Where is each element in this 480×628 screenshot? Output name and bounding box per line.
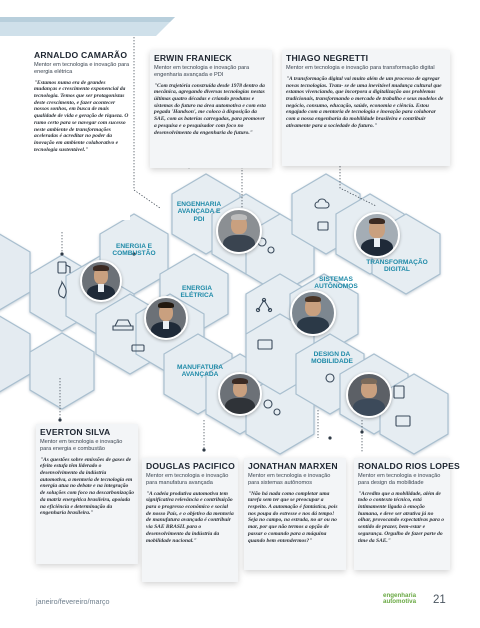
photo-arnaldo-camarao <box>144 296 188 340</box>
photo-douglas-pacifico <box>218 372 262 416</box>
mentor-quote: "Com trajetória construída desde 1978 dentro da mecânica, agregando diversas tecnologias nestas últimas quatro décadas e criando produtos e sistemas do futuro na área automotiva e com esta pegada 'Handson', me coloco à disposição da SAE, com as baterias carregadas, para promover a pesquisa e o pesquisador com foco no desenvolvimento da engenharia do futuro." <box>154 82 266 136</box>
mentor-role: Mentor em tecnologia e inovação para transformação digital <box>286 65 435 71</box>
mentor-quote: "Não há nada como completar uma tarefa sem ter que se preocupar a respeito. A automação é fantástica, pois nos poupa do estresse e nos dá tempo! Seja no campo, na estrada, no ar ou no mar, por que não termos a opção de passar o comando para a máquina quando bem entendermos?" <box>248 490 338 544</box>
mentor-role: Mentor em tecnologia e inovação para energia elétrica <box>34 62 130 75</box>
mentor-card-thiago <box>282 50 450 166</box>
brand-logo: engenharia automotiva <box>383 592 417 606</box>
photo-everton-silva <box>80 260 122 302</box>
mentor-card-erwin <box>150 50 272 168</box>
mentor-card-everton <box>36 424 138 564</box>
category-engenharia-avancada: ENGENHARIA AVANÇADA E PDI <box>176 201 222 223</box>
mentor-card-arnaldo <box>34 50 130 220</box>
mentor-card-jonathan <box>244 458 346 570</box>
mentor-role: Mentor em tecnologia e inovação para engenharia avançada e PDI <box>154 65 250 78</box>
page-number: 21 <box>433 594 446 606</box>
mentor-role: Mentor em tecnologia e inovação para design da mobilidade <box>358 473 441 486</box>
category-sistemas-autonomos: SISTEMAS AUTÔNOMOS <box>314 276 358 291</box>
mentor-name: ARNALDO CAMARÃO <box>34 50 128 60</box>
mentor-card-douglas <box>142 458 238 582</box>
mentor-name: THIAGO NEGRETTI <box>286 53 369 63</box>
category-design-mobilidade: DESIGN DA MOBILIDADE <box>311 351 353 366</box>
issue-date: janeiro/fevereiro/março <box>36 597 110 606</box>
mentor-role: Mentor em tecnologia e inovação para energia e combustão <box>40 439 123 452</box>
mentor-role: Mentor em tecnologia e inovação para manufatura avançada <box>146 473 229 486</box>
category-energia-combustao: ENERGIA E COMBUSTÃO <box>112 243 156 258</box>
mentor-role: Mentor em tecnologia e inovação para sistemas autônomos <box>248 473 331 486</box>
category-manufatura-avancada: MANUFATURA AVANÇADA <box>176 364 224 379</box>
mentor-quote: "As questões sobre emissões de gases de efeito estufa têm liderado o desenvolvimento da indústria automotiva, a mentoria de tecnologia em energia atua no debate e na integração de soluções com foco na descarbonização da matriz energética brasileira, apoiada na eficiência e determinação da engenharia brasileira." <box>40 456 134 517</box>
category-transformacao-digital: TRANSFORMAÇÃO DIGITAL <box>366 259 428 274</box>
photo-thiago-negretti <box>354 212 400 258</box>
mentor-name: EVERTON SILVA <box>40 427 111 437</box>
mentor-name: JONATHAN MARXEN <box>248 461 338 471</box>
mentor-name: ERWIN FRANIECK <box>154 53 233 63</box>
category-energia-eletrica: ENERGIA ELÉTRICA <box>180 285 214 300</box>
mentor-card-ronaldo <box>354 458 460 570</box>
photo-jonathan-marxen <box>290 290 336 336</box>
mentor-quote: "A transformação digital vai muito além de um processo de agregar novas tecnologias. Trata- se de uma inevitável mudança cultural que estamos vivenciando, que incorpora a digitalização aos problemas tradicionais, transformando o mercado de trabalho e seus modelos de negócio, consumo, educação, saúde, economia e ciência. Estou engajado com a mentoria de tecnologia e inovação para colaborar com a nossa engenharia da mobilidade brasileira e contribuir ativamente para a sociedade do futuro." <box>286 75 444 129</box>
mentor-quote: "Acredito que a mobilidade, além de todo o contexto técnico, está intimamente ligada à emoção humana, e deve ser atrativa já no olhar, provocando expectativas para o sentido de prazer, bem-estar e segurança. Orgulho de fazer parte do time da SAE." <box>358 490 445 544</box>
photo-erwin-frانieck <box>216 208 262 254</box>
mentor-quote: "A cadeia produtiva automotiva tem significativa relevância e contribuição para o progresso econômico e social de nosso País, e o objetivo da mentoria de manufatura avançada é contribuir via SAE BRASIL para o desenvolvimento da indústria da mobilidade nacional." <box>146 490 234 544</box>
mentor-name: DOUGLAS PACIFICO <box>146 461 235 471</box>
mentor-quote: "Estamos numa era de grandes mudanças e crescimento exponencial da tecnologia. Temos que ser protagonistas deste crescimento, e fazer acontecer nossos sonhos, em busca de mais qualidade de vida e geração de riqueza. O rumo certo para se navegar com sucesso neste ambiente de transformações aceleradas é acreditar no poder da inovação em ambiente colaborativo e tecnologia sustentável." <box>34 79 129 153</box>
photo-ronaldo-rios-lopes <box>346 372 392 418</box>
mentor-name: RONALDO RIOS LOPES <box>358 461 460 471</box>
